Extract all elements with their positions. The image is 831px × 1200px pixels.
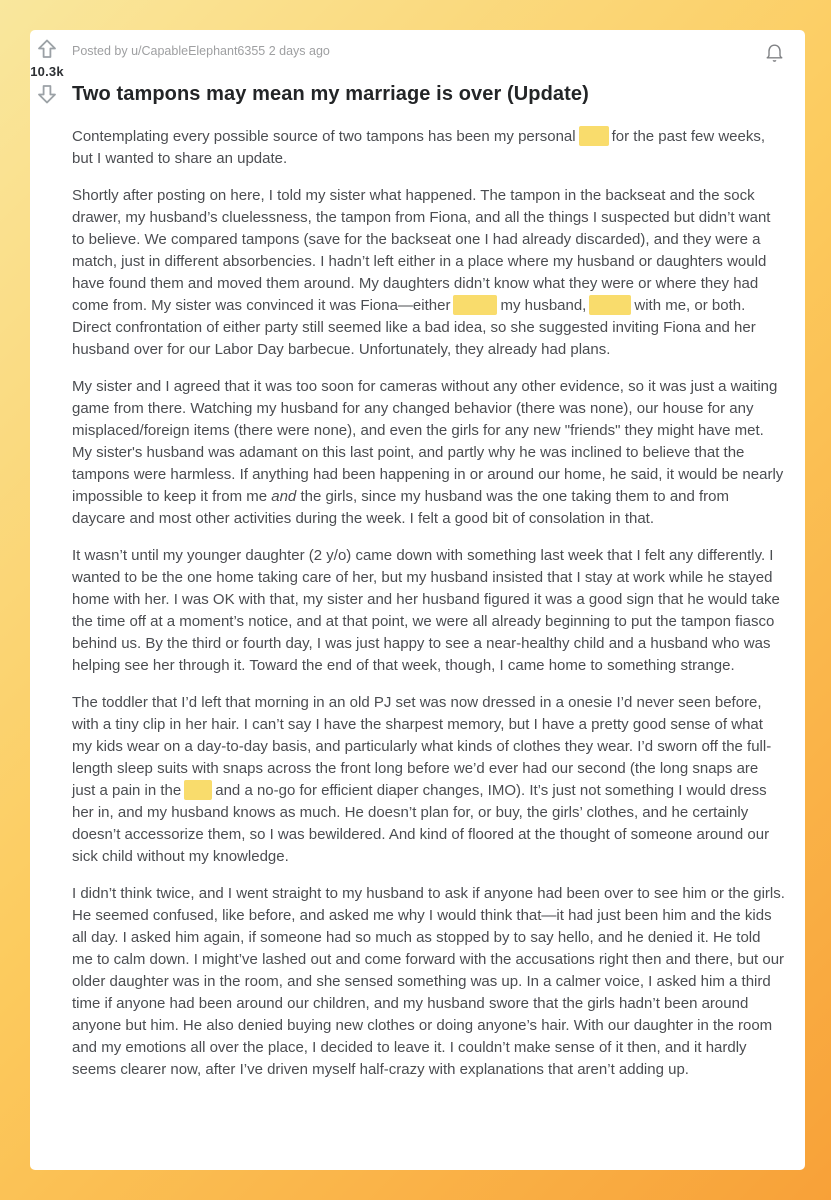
posted-by-label: Posted by bbox=[72, 44, 128, 58]
redacted-text bbox=[453, 295, 497, 315]
post-paragraph bbox=[72, 185, 785, 361]
upvote-button[interactable] bbox=[35, 37, 59, 61]
author-link[interactable]: u/CapableElephant6355 bbox=[131, 44, 266, 58]
post-card bbox=[30, 30, 805, 1170]
paragraph-text: and a no-go for efficient diaper changes, IMO). It’s just not something I would dress her in, and my husband knows as much. He doesn’t plan for, or buy, the girls’ clothes, and he certainly doesn’t accessorize them, so I was bewildered. And kind of floored at the thought of someone around our sick child without my knowledge. bbox=[72, 782, 770, 865]
redacted-text bbox=[184, 780, 212, 800]
vote-score: 10.3k bbox=[30, 64, 64, 79]
paragraph-text: the girls, since my husband was the one taking them to and from daycare and most other activities during the week. I felt a good bit of consolation in that. bbox=[72, 488, 730, 527]
post-paragraph bbox=[72, 692, 785, 868]
bell-icon bbox=[764, 43, 785, 66]
paragraph-text: Shortly after posting on here, I told my sister what happened. The tampon in the backseat and the sock drawer, my husband’s cluelessness, the tampon from Fiona, and all the things I suspected but didn’t want to believe. We compared tampons (save for the backseat one I had already discarded), and they were a match, just in different absorbencies. I hadn’t left either in a place where my husband or daughters would have found them and moved them around. My daughters didn’t know what they were or where they had come from. My sister was convinced it was Fiona—either bbox=[72, 187, 771, 314]
paragraph-text: The toddler that I’d left that morning in an old PJ set was now dressed in a onesie I’d never seen before, with a tiny clip in her hair. I can’t say I have the sharpest memory, but I have a pretty good sense of what my kids wear on a day-to-day basis, and particularly what kinds of clothes they wear. I’d sworn off the full-length sleep suits with snaps across the front long before we’d ever had our second (the long snaps are just a pain in the bbox=[72, 694, 772, 799]
upvote-icon bbox=[35, 37, 59, 61]
post-meta bbox=[72, 40, 330, 58]
downvote-button[interactable] bbox=[35, 82, 59, 106]
redacted-text bbox=[589, 295, 631, 315]
post-paragraph bbox=[72, 883, 785, 1081]
emphasized-text: and bbox=[271, 488, 297, 505]
paragraph-text: my husband, bbox=[500, 297, 587, 314]
post-timestamp: 2 days ago bbox=[268, 44, 330, 58]
post-title: Two tampons may mean my marriage is over (Update) bbox=[72, 83, 589, 105]
post-paragraph bbox=[72, 126, 785, 170]
paragraph-text: It wasn’t until my younger daughter (2 y/o) came down with something last week that I felt any differently. I wanted to be the one home taking care of her, but my husband insisted that I stay at work while he stayed home with her. I was OK with that, my sister and her husband figured it was a good sign that he would take the time off at a moment’s notice, and at that point, we were all already beginning to put the tampon fiasco behind us. By the third or fourth day, I was just happy to see a near-healthy child and a husband who was helping see her through it. Toward the end of that week, though, I came home to something strange. bbox=[72, 547, 780, 674]
notification-bell-button[interactable] bbox=[764, 43, 785, 66]
post-header bbox=[72, 40, 785, 66]
post-paragraph bbox=[72, 545, 785, 677]
post-body bbox=[72, 126, 785, 1081]
paragraph-text: I didn’t think twice, and I went straight to my husband to ask if anyone had been over to see him or the girls. He seemed confused, like before, and asked me why I would think that—it had just been him and the kids all day. I asked him again, if someone had so much as stopped by to say hello, and he denied it. He told me to calm down. I might’ve lashed out and come forward with the accusations right then and there, but our older daughter was in the room, and she sensed something was up. In a calmer voice, I asked him a third time if anyone had been around our children, and my husband swore that the girls hadn’t been around anyone but him. He also denied buying new clothes or doing anyone’s hair. With our daughter in the room and my emotions all over the place, I decided to leave it. I couldn’t make sense of it then, and it hardly seems clearer now, after I’ve driven myself half-crazy with explanations that aren’t adding up. bbox=[72, 885, 785, 1078]
redacted-text bbox=[579, 126, 609, 146]
vote-column bbox=[23, 37, 71, 106]
downvote-icon bbox=[35, 82, 59, 106]
paragraph-text: for the past few weeks, but I wanted to share an update. bbox=[72, 128, 766, 167]
paragraph-text: My sister and I agreed that it was too soon for cameras without any other evidence, so it was just a waiting game from there. Watching my husband for any changed behavior (there was none), our house for any misplaced/foreign items (there were none), and even the girls for any new "friends" they might have met. My sister's husband was adamant on this last point, and partly why he was inclined to believe that the tampons were harmless. If anything had been happening in or around our home, he said, it would be nearly impossible to keep it from me bbox=[72, 378, 784, 505]
paragraph-text: with me, or both. Direct confrontation of either party still seemed like a bad idea, so she suggested inviting Fiona and her husband over for our Labor Day barbecue. Unfortunately, they already had plans. bbox=[72, 297, 756, 358]
post-paragraph bbox=[72, 376, 785, 530]
paragraph-text: Contemplating every possible source of two tampons has been my personal bbox=[72, 128, 576, 145]
